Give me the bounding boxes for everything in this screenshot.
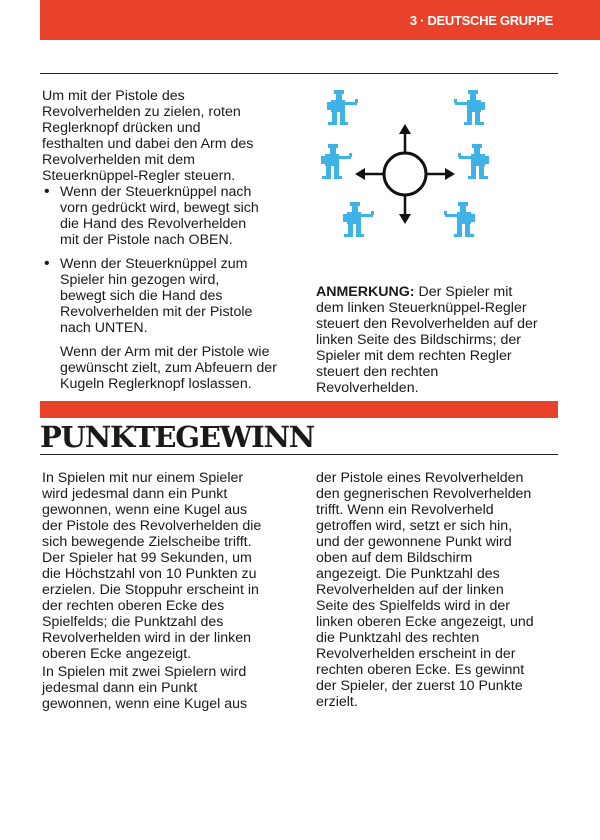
scoring-paragraph-1: In Spielen mit nur einem Spieler wird jedesmal dann ein Punkt gewonnen, wenn eine Kugel aus der Pistole des Revolverhelden die sich bewegende Zielscheibe trifft. Der Spieler hat 99 Sekunden, um die Höchstzahl von 10 Punkten zu erzielen. Die Stoppuhr erscheint in der rechten oberen Ecke des Spielfelds; die Punktzahl des Revolverhelden wird in der linken oberen Ecke angezeigt.	[42, 470, 262, 662]
note-block	[316, 284, 560, 396]
bullet-item-up: • Wenn der Steuerknüppel nach vorn gedrückt wird, bewegt sich die Hand des Revolverhelden mit der Pistole nach OBEN.	[42, 184, 292, 248]
aim-intro: Um mit der Pistole des Revolverhelden zu zielen, roten Reglerknopf drücken und festhalten und dabei den Arm des Revolverhelden mit dem Steuerknüppel-Regler steuern.	[42, 88, 254, 184]
top-divider	[40, 73, 558, 74]
section-label: 3 · DEUTSCHE GRUPPE	[409, 13, 553, 28]
gunslinger-icon-mid-left	[321, 144, 352, 179]
scoring-paragraph-2: In Spielen mit zwei Spielern wird jedesmal dann ein Punkt gewonnen, wenn eine Kugel aus	[42, 664, 248, 712]
gunslinger-icon-bottom-right	[444, 202, 475, 237]
page-heading: PUNKTEGEWINN	[40, 420, 315, 454]
gunslinger-icon-bottom-left	[343, 202, 374, 237]
heading-underline	[40, 454, 558, 455]
gunslinger-diagram	[308, 84, 508, 266]
header-bar	[40, 0, 600, 40]
bullet-item-down: • Wenn der Steuerknüppel zum Spieler hin gezogen wird, bewegt sich die Hand des Revolverhelden mit der Pistole nach UNTEN.	[42, 256, 292, 336]
joystick-icon	[384, 153, 426, 195]
fire-instruction: Wenn der Arm mit der Pistole wie gewünscht zielt, zum Abfeuern der Kugeln Reglerknopf loslassen.	[60, 344, 277, 392]
scoring-paragraph-3: der Pistole eines Revolverhelden den gegnerischen Revolverhelden trifft. Wenn ein Revolverheld getroffen wird, setzt er sich hin, und der gewonnene Punkt wird oben auf dem Bildschirm angezeigt. Die Punktzahl des Revolverhelden auf der linken Seite des Spielfelds wird in der linken oberen Ecke angezeigt, und die Punktzahl des rechten Revolverhelden erscheint in der rechten oberen Ecke. Es gewinnt der Spieler, der zuerst 10 Punkte erzielt.	[316, 470, 534, 710]
note-text: Der Spieler mit dem linken Steuerknüppel-Regler steuert den Revolverhelden auf der linken Seite des Bildschirms; der Spieler mit dem rechten Regler steuert den rechten Revolverhelden.	[316, 284, 538, 396]
note-label: ANMERKUNG:	[316, 284, 415, 300]
section-divider-band	[40, 401, 558, 418]
gunslinger-icon-mid-right	[458, 144, 489, 179]
aim-bullet-list	[42, 184, 292, 344]
gunslinger-icon-top-right	[454, 90, 485, 125]
gunslinger-icon-top-left	[327, 90, 358, 125]
